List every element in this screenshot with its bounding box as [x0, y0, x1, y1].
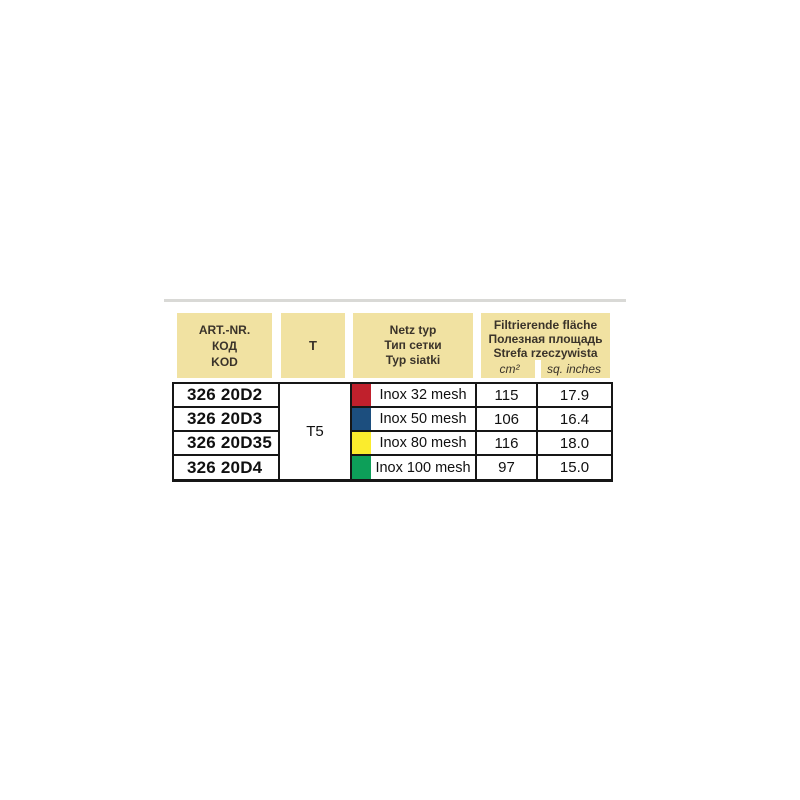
header-area-line-ru: Полезная площадь: [488, 332, 603, 346]
header-article-number: [177, 313, 272, 378]
area-cm2-cell: 97: [477, 456, 538, 479]
mesh-cell: [352, 408, 477, 432]
spec-table: [172, 313, 613, 482]
mesh-cell: [352, 432, 477, 456]
header-t-label: T: [309, 337, 317, 353]
area-sq-inches-cell: 16.4: [538, 408, 611, 432]
table-header: [172, 313, 613, 378]
t-merged-cell: T5: [280, 384, 352, 479]
code-cell: 326 20D35: [174, 432, 280, 456]
mesh-cell: [352, 384, 477, 408]
mesh-cell: [352, 456, 477, 479]
area-sq-inches-cell: 17.9: [538, 384, 611, 408]
code-cell: 326 20D4: [174, 456, 280, 479]
header-mesh-line-pl: Typ siatki: [385, 353, 441, 367]
header-mesh-line-ru: Тип сетки: [384, 338, 442, 352]
mesh-color-swatch-green: [352, 456, 371, 479]
mesh-label: Inox 80 mesh: [379, 435, 467, 451]
header-units-divider: [535, 360, 541, 378]
area-sq-inches-cell: 15.0: [559, 459, 590, 476]
header-mesh-type: [353, 313, 473, 378]
header-article-line-ru: КОД: [211, 338, 238, 353]
header-article-line-pl: KOD: [211, 354, 238, 369]
mesh-label: Inox 50 mesh: [379, 411, 467, 427]
area-sq-inches-cell: 18.0: [538, 432, 611, 456]
header-area-line-de: Filtrierende fläche: [493, 318, 598, 332]
area-cm2-cell: 115: [477, 384, 538, 408]
header-t: [281, 313, 345, 378]
header-unit-sq-inches: sq. inches: [546, 362, 602, 376]
mesh-label: Inox 32 mesh: [379, 387, 467, 403]
area-cm2-cell: 106: [477, 408, 538, 432]
header-area-line-pl: Strefa rzeczywista: [493, 346, 598, 360]
mesh-color-swatch-red: [352, 384, 371, 406]
mesh-color-swatch-yellow: [352, 432, 371, 454]
mesh-color-swatch-blue: [352, 408, 371, 430]
header-units-row: [481, 360, 610, 378]
header-filtering-area: [481, 313, 610, 378]
header-unit-cm2: cm²: [499, 362, 520, 376]
header-mesh-line-de: Netz typ: [389, 323, 437, 337]
header-article-line-de: ART.-NR.: [198, 322, 251, 337]
area-cm2-cell: 116: [477, 432, 538, 456]
table-body: [172, 382, 613, 482]
code-cell: 326 20D2: [174, 384, 280, 408]
code-cell: 326 20D3: [174, 408, 280, 432]
divider-line: [164, 299, 626, 302]
mesh-label: Inox 100 mesh: [375, 459, 471, 476]
